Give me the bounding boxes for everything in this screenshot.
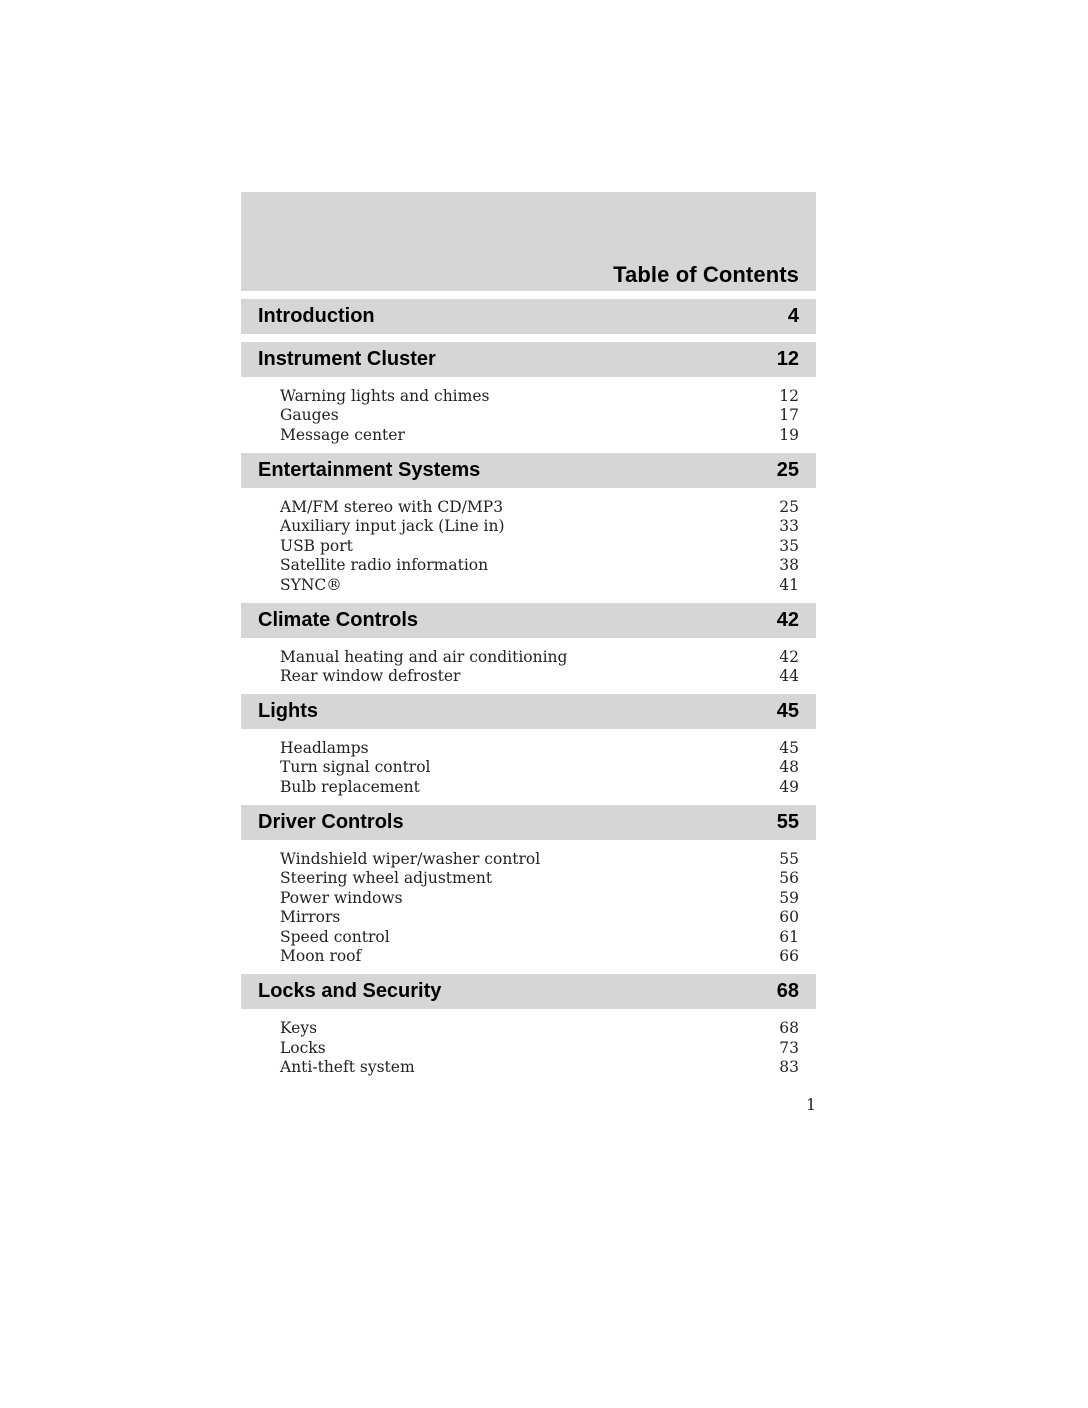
toc-entry[interactable] xyxy=(241,1018,816,1038)
entry-label: Mirrors xyxy=(280,908,341,927)
entry-label: Anti-theft system xyxy=(280,1058,415,1077)
section-page: 42 xyxy=(776,608,799,631)
toc-entry[interactable] xyxy=(241,758,816,778)
toc-entry[interactable] xyxy=(241,425,816,445)
entry-page: 66 xyxy=(779,947,799,966)
toc-title-band xyxy=(241,192,816,291)
entry-page: 42 xyxy=(779,647,799,666)
entry-page: 44 xyxy=(779,667,799,686)
toc-entry[interactable] xyxy=(241,647,816,667)
section-items xyxy=(241,638,816,686)
toc-entry[interactable] xyxy=(241,386,816,406)
toc-entry[interactable] xyxy=(241,516,816,536)
entry-page: 48 xyxy=(779,758,799,777)
entry-page: 35 xyxy=(779,536,799,555)
toc-section xyxy=(241,342,816,445)
entry-label: Power windows xyxy=(280,888,403,907)
section-title: Introduction xyxy=(258,305,375,327)
entry-page: 68 xyxy=(779,1019,799,1038)
entry-page: 19 xyxy=(779,425,799,444)
toc-sections xyxy=(241,299,816,1077)
toc-entry[interactable] xyxy=(241,406,816,426)
section-title: Climate Controls xyxy=(258,608,419,631)
section-title: Entertainment Systems xyxy=(258,458,481,481)
entry-page: 55 xyxy=(779,849,799,868)
toc-entry[interactable] xyxy=(241,497,816,517)
section-page: 4 xyxy=(787,305,799,327)
entry-label: Headlamps xyxy=(280,738,369,757)
section-items xyxy=(241,377,816,445)
section-title: Lights xyxy=(258,699,318,722)
entry-page: 33 xyxy=(779,517,799,536)
toc-entry[interactable] xyxy=(241,738,816,758)
section-page: 25 xyxy=(776,458,799,481)
toc-section xyxy=(241,299,816,334)
toc-entry[interactable] xyxy=(241,556,816,576)
entry-page: 61 xyxy=(779,927,799,946)
section-title: Driver Controls xyxy=(258,810,404,833)
entry-label: Steering wheel adjustment xyxy=(280,869,493,888)
entry-label: Message center xyxy=(280,425,405,444)
entry-page: 56 xyxy=(779,869,799,888)
entry-page: 60 xyxy=(779,908,799,927)
section-items xyxy=(241,488,816,595)
table-of-contents xyxy=(241,192,816,1077)
toc-section xyxy=(241,805,816,967)
entry-label: Speed control xyxy=(280,927,390,946)
entry-label: SYNC® xyxy=(280,575,342,594)
entry-page: 25 xyxy=(779,497,799,516)
toc-entry[interactable] xyxy=(241,947,816,967)
entry-label: Gauges xyxy=(280,406,339,425)
section-header[interactable] xyxy=(241,342,816,377)
section-title: Instrument Cluster xyxy=(258,348,436,370)
entry-page: 83 xyxy=(779,1058,799,1077)
toc-entry[interactable] xyxy=(241,888,816,908)
entry-label: Locks xyxy=(280,1038,326,1057)
toc-entry[interactable] xyxy=(241,666,816,686)
entry-label: Keys xyxy=(280,1019,318,1038)
entry-page: 45 xyxy=(779,738,799,757)
entry-label: Windshield wiper/washer control xyxy=(280,849,541,868)
section-page: 12 xyxy=(776,348,799,370)
entry-label: Auxiliary input jack (Line in) xyxy=(280,517,505,536)
entry-label: Moon roof xyxy=(280,947,362,966)
page-number: 1 xyxy=(806,1096,816,1114)
toc-entry[interactable] xyxy=(241,908,816,928)
entry-label: Satellite radio information xyxy=(280,556,489,575)
toc-entry[interactable] xyxy=(241,1057,816,1077)
toc-section xyxy=(241,974,816,1077)
toc-title: Table of Contents xyxy=(613,262,799,287)
entry-label: Rear window defroster xyxy=(280,667,461,686)
toc-section xyxy=(241,603,816,686)
entry-label: Warning lights and chimes xyxy=(280,386,490,405)
entry-label: Bulb replacement xyxy=(280,777,420,796)
section-page: 55 xyxy=(776,810,799,833)
section-header[interactable] xyxy=(241,805,816,840)
section-items xyxy=(241,1009,816,1077)
toc-entry[interactable] xyxy=(241,868,816,888)
section-page: 45 xyxy=(776,699,799,722)
entry-label: Manual heating and air conditioning xyxy=(280,647,568,666)
toc-entry[interactable] xyxy=(241,849,816,869)
section-title: Locks and Security xyxy=(258,980,442,1003)
toc-entry[interactable] xyxy=(241,927,816,947)
section-header[interactable] xyxy=(241,694,816,729)
toc-entry[interactable] xyxy=(241,536,816,556)
section-header[interactable] xyxy=(241,603,816,638)
entry-label: AM/FM stereo with CD/MP3 xyxy=(280,497,504,516)
entry-page: 41 xyxy=(779,575,799,594)
toc-entry[interactable] xyxy=(241,575,816,595)
section-items xyxy=(241,840,816,967)
toc-section xyxy=(241,453,816,595)
entry-page: 12 xyxy=(779,386,799,405)
section-header[interactable] xyxy=(241,974,816,1009)
entry-label: USB port xyxy=(280,536,353,555)
entry-page: 73 xyxy=(779,1038,799,1057)
toc-entry[interactable] xyxy=(241,1038,816,1058)
entry-page: 17 xyxy=(779,406,799,425)
section-header[interactable] xyxy=(241,299,816,334)
section-page: 68 xyxy=(776,980,799,1003)
toc-entry[interactable] xyxy=(241,777,816,797)
toc-section xyxy=(241,694,816,797)
section-header[interactable] xyxy=(241,453,816,488)
entry-page: 38 xyxy=(779,556,799,575)
section-items xyxy=(241,729,816,797)
entry-page: 59 xyxy=(779,888,799,907)
entry-label: Turn signal control xyxy=(280,758,431,777)
entry-page: 49 xyxy=(779,777,799,796)
